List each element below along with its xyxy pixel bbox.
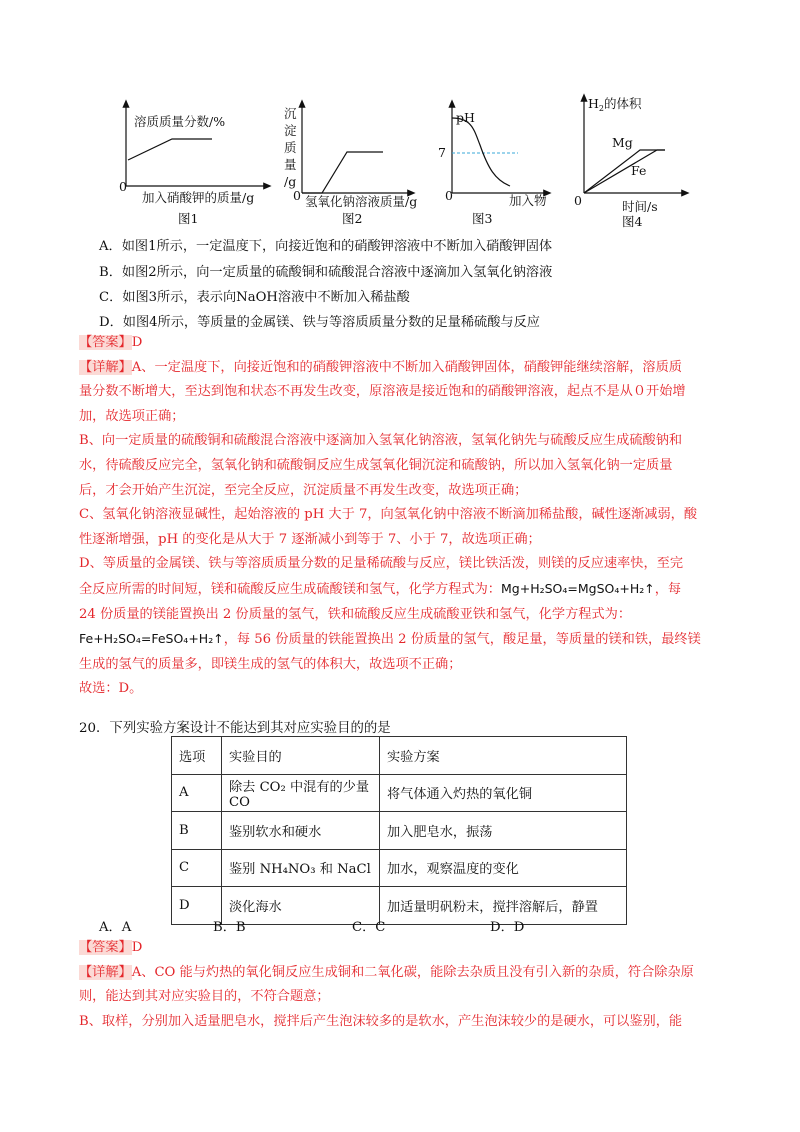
q19-detail-c1: C、氢氧化钠溶液显碱性，起始溶液的 pH 大于 7，向氢氧化钠中溶液不断滴加稀盐酸，碱性逐渐减弱，酸 <box>79 507 698 523</box>
q20-answer-value: D <box>131 940 143 955</box>
q19-detail-a1: 【详解】A、一定温度下，向接近饱和的硝酸钾溶液中不断加入硝酸钾固体，硝酸钾能继续溶解，溶质质 <box>79 359 682 375</box>
q20-choice-b: B．B <box>213 920 246 935</box>
table-cell: 加适量明矾粉末，搅拌溶解后，静置 <box>380 887 627 925</box>
table-header-row <box>172 737 627 775</box>
fig1-curve <box>128 139 212 160</box>
table-cell: A <box>172 774 222 812</box>
fig4-mg-label: Mg <box>612 135 633 150</box>
q19-detail-c2: 性逐渐增强，pH 的变化是从大于 7 逐渐减小到等于 7、小于 7，故选项正确； <box>79 531 541 547</box>
figure-4 <box>574 96 686 229</box>
fig4-caption: 图4 <box>622 214 643 229</box>
fig2-xlabel: 氢氧化钠溶液质量/g <box>305 194 418 209</box>
fig2-ylabel-1: 沉 <box>284 106 297 121</box>
q19-detail-b1: B、向一定质量的硫酸铜和硫酸混合溶液中逐滴加入氢氧化钠溶液，氢氧化钠先与硫酸反应生成硫酸钠和 <box>79 433 683 449</box>
q20-choice-d: D．D <box>490 920 525 935</box>
q19-answer-value: D <box>131 335 143 350</box>
fig4-mg-line <box>584 150 665 193</box>
fig3-curve <box>452 118 510 186</box>
q19-detail-d5: 生成的氢气的质量多，即镁生成的氢气的体积大，故选项不正确； <box>79 656 462 672</box>
fig1-xlabel: 加入硝酸钾的质量/g <box>142 190 255 205</box>
q20-detail-b1: B、取样，分别加入适量肥皂水，搅拌后产生泡沫较多的是软水，产生泡沫较少的是硬水，可以鉴别，能 <box>79 1013 683 1029</box>
table-cell: 加入肥皂水，振荡 <box>380 812 627 850</box>
detail-tag: 【详解】 <box>79 359 132 375</box>
fig3-tick-7: 7 <box>438 145 446 160</box>
q20-detail-a2: 则，能达到其对应实验目的，不符合题意； <box>79 989 330 1005</box>
fig2-origin: 0 <box>293 188 301 203</box>
fig4-fe-label: Fe <box>631 163 647 178</box>
table-cell: 鉴别软水和硬水 <box>222 812 380 850</box>
q19-option-c: C．如图3所示，表示向NaOH溶液中不断加入稀盐酸 <box>99 290 410 305</box>
fig3-origin: 0 <box>445 188 453 203</box>
figure-2 <box>284 103 417 226</box>
q20-table <box>171 736 627 925</box>
answer-tag: 【答案】 <box>79 335 132 350</box>
table-cell: 除去 CO₂ 中混有的少量 CO <box>222 774 380 812</box>
fig4-origin: 0 <box>574 193 582 208</box>
detail-tag: 【详解】 <box>79 964 132 980</box>
table-cell: C <box>172 849 222 887</box>
table-cell: 鉴别 NH₄NO₃ 和 NaCl <box>222 849 380 887</box>
table-cell: 淡化海水 <box>222 887 380 925</box>
q19-answer-block <box>79 331 721 702</box>
table-row <box>172 774 627 812</box>
fig2-curve <box>302 152 383 193</box>
fig3-xlabel: 加入物 <box>509 193 547 208</box>
fig2-ylabel-3: 质 <box>284 140 297 155</box>
q19-detail-d4: Fe+H₂SO₄=FeSO₄+H₂↑，每 56 份质量的铁能置换出 2 份质量的氢气，酸足量，等质量的镁和铁，最终镁 <box>79 631 701 648</box>
fig4-fe-line <box>584 150 665 193</box>
q19-answer-line <box>79 331 721 356</box>
fig4-ylabel: $H_2$的体积 <box>588 96 642 113</box>
figure-1 <box>119 103 268 226</box>
q20-choice-c: C．C <box>352 920 386 935</box>
q19-detail-a3: 加，故选项正确； <box>79 408 185 424</box>
fig3-caption: 图3 <box>472 211 493 226</box>
fig1-ylabel: 溶质质量分数/% <box>134 114 226 129</box>
q19-detail-b2: 水，待硫酸反应完全，氢氧化钠和硫酸铜反应生成氢氧化铜沉淀和硫酸钠，所以加入氢氧化钠一定质量 <box>79 457 673 473</box>
fig4-xlabel: 时间/s <box>622 199 658 214</box>
fig2-caption: 图2 <box>342 211 363 226</box>
q19-option-b: B．如图2所示，向一定质量的硫酸铜和硫酸混合溶液中逐滴加入氢氧化钠溶液 <box>99 265 553 280</box>
table-row <box>172 849 627 887</box>
figures-panel <box>0 0 800 240</box>
q20-choice-a: A．A <box>99 920 132 935</box>
q19-detail-d2: 全反应所需的时间短，镁和硫酸反应生成硫酸镁和氢气，化学方程式为：Mg+H₂SO₄=MgSO₄+H₂↑，每 <box>79 580 682 597</box>
fig2-ylabel-2: 淀 <box>284 123 297 138</box>
table-cell: 将气体通入灼热的氧化铜 <box>380 774 627 812</box>
figure-3 <box>438 103 548 226</box>
answer-tag: 【答案】 <box>79 940 132 955</box>
q19-option-d: D．如图4所示，等质量的金属镁、铁与等溶质质量分数的足量稀硫酸与反应 <box>99 315 540 330</box>
fig3-ylabel: pH <box>456 110 475 125</box>
q19-final: 故选：D。 <box>79 681 143 697</box>
q20-answer-line <box>79 936 721 961</box>
fe-equation: Fe+H₂SO₄=FeSO₄+H₂↑ <box>79 631 224 647</box>
table-header: 选项 <box>172 737 222 775</box>
fig1-caption: 图1 <box>178 211 199 226</box>
q19-detail-b3: 后，才会开始产生沉淀，至完全反应，沉淀质量不再发生改变，故选项正确； <box>79 482 528 498</box>
q20-stem: 20．下列实验方案设计不能达到其对应实验目的的是 <box>79 721 391 736</box>
table-cell: B <box>172 812 222 850</box>
table-cell: D <box>172 887 222 925</box>
q19-option-a: A．如图1所示，一定温度下，向接近饱和的硝酸钾溶液中不断加入硝酸钾固体 <box>99 239 553 254</box>
mg-equation: Mg+H₂SO₄=MgSO₄+H₂↑ <box>501 580 655 596</box>
table-row <box>172 812 627 850</box>
table-cell: 加水，观察温度的变化 <box>380 849 627 887</box>
q19-detail-a2: 量分数不断增大，至达到饱和状态不再发生改变，原溶液是接近饱和的硝酸钾溶液，起点不是从０开始增 <box>79 384 686 400</box>
fig2-ylabel-5: /g <box>284 174 297 189</box>
q20-detail-a1: 【详解】A、CO 能与灼热的氧化铜反应生成铜和二氧化碳，能除去杂质且没有引入新的杂质，符合除杂原 <box>79 964 694 980</box>
q19-detail-d3: 24 份质量的镁能置换出 2 份质量的氢气，铁和硫酸反应生成硫酸亚铁和氢气，化学方程式为： <box>79 606 632 622</box>
table-header: 实验目的 <box>222 737 380 775</box>
table-header: 实验方案 <box>380 737 627 775</box>
fig2-ylabel-4: 量 <box>284 157 297 172</box>
fig1-origin: 0 <box>119 179 127 194</box>
q20-answer-block <box>79 936 721 1034</box>
q19-detail-d1: D、等质量的金属镁、铁与等溶质质量分数的足量稀硫酸与反应，镁比铁活泼，则镁的反应速率快，至完 <box>79 556 684 572</box>
